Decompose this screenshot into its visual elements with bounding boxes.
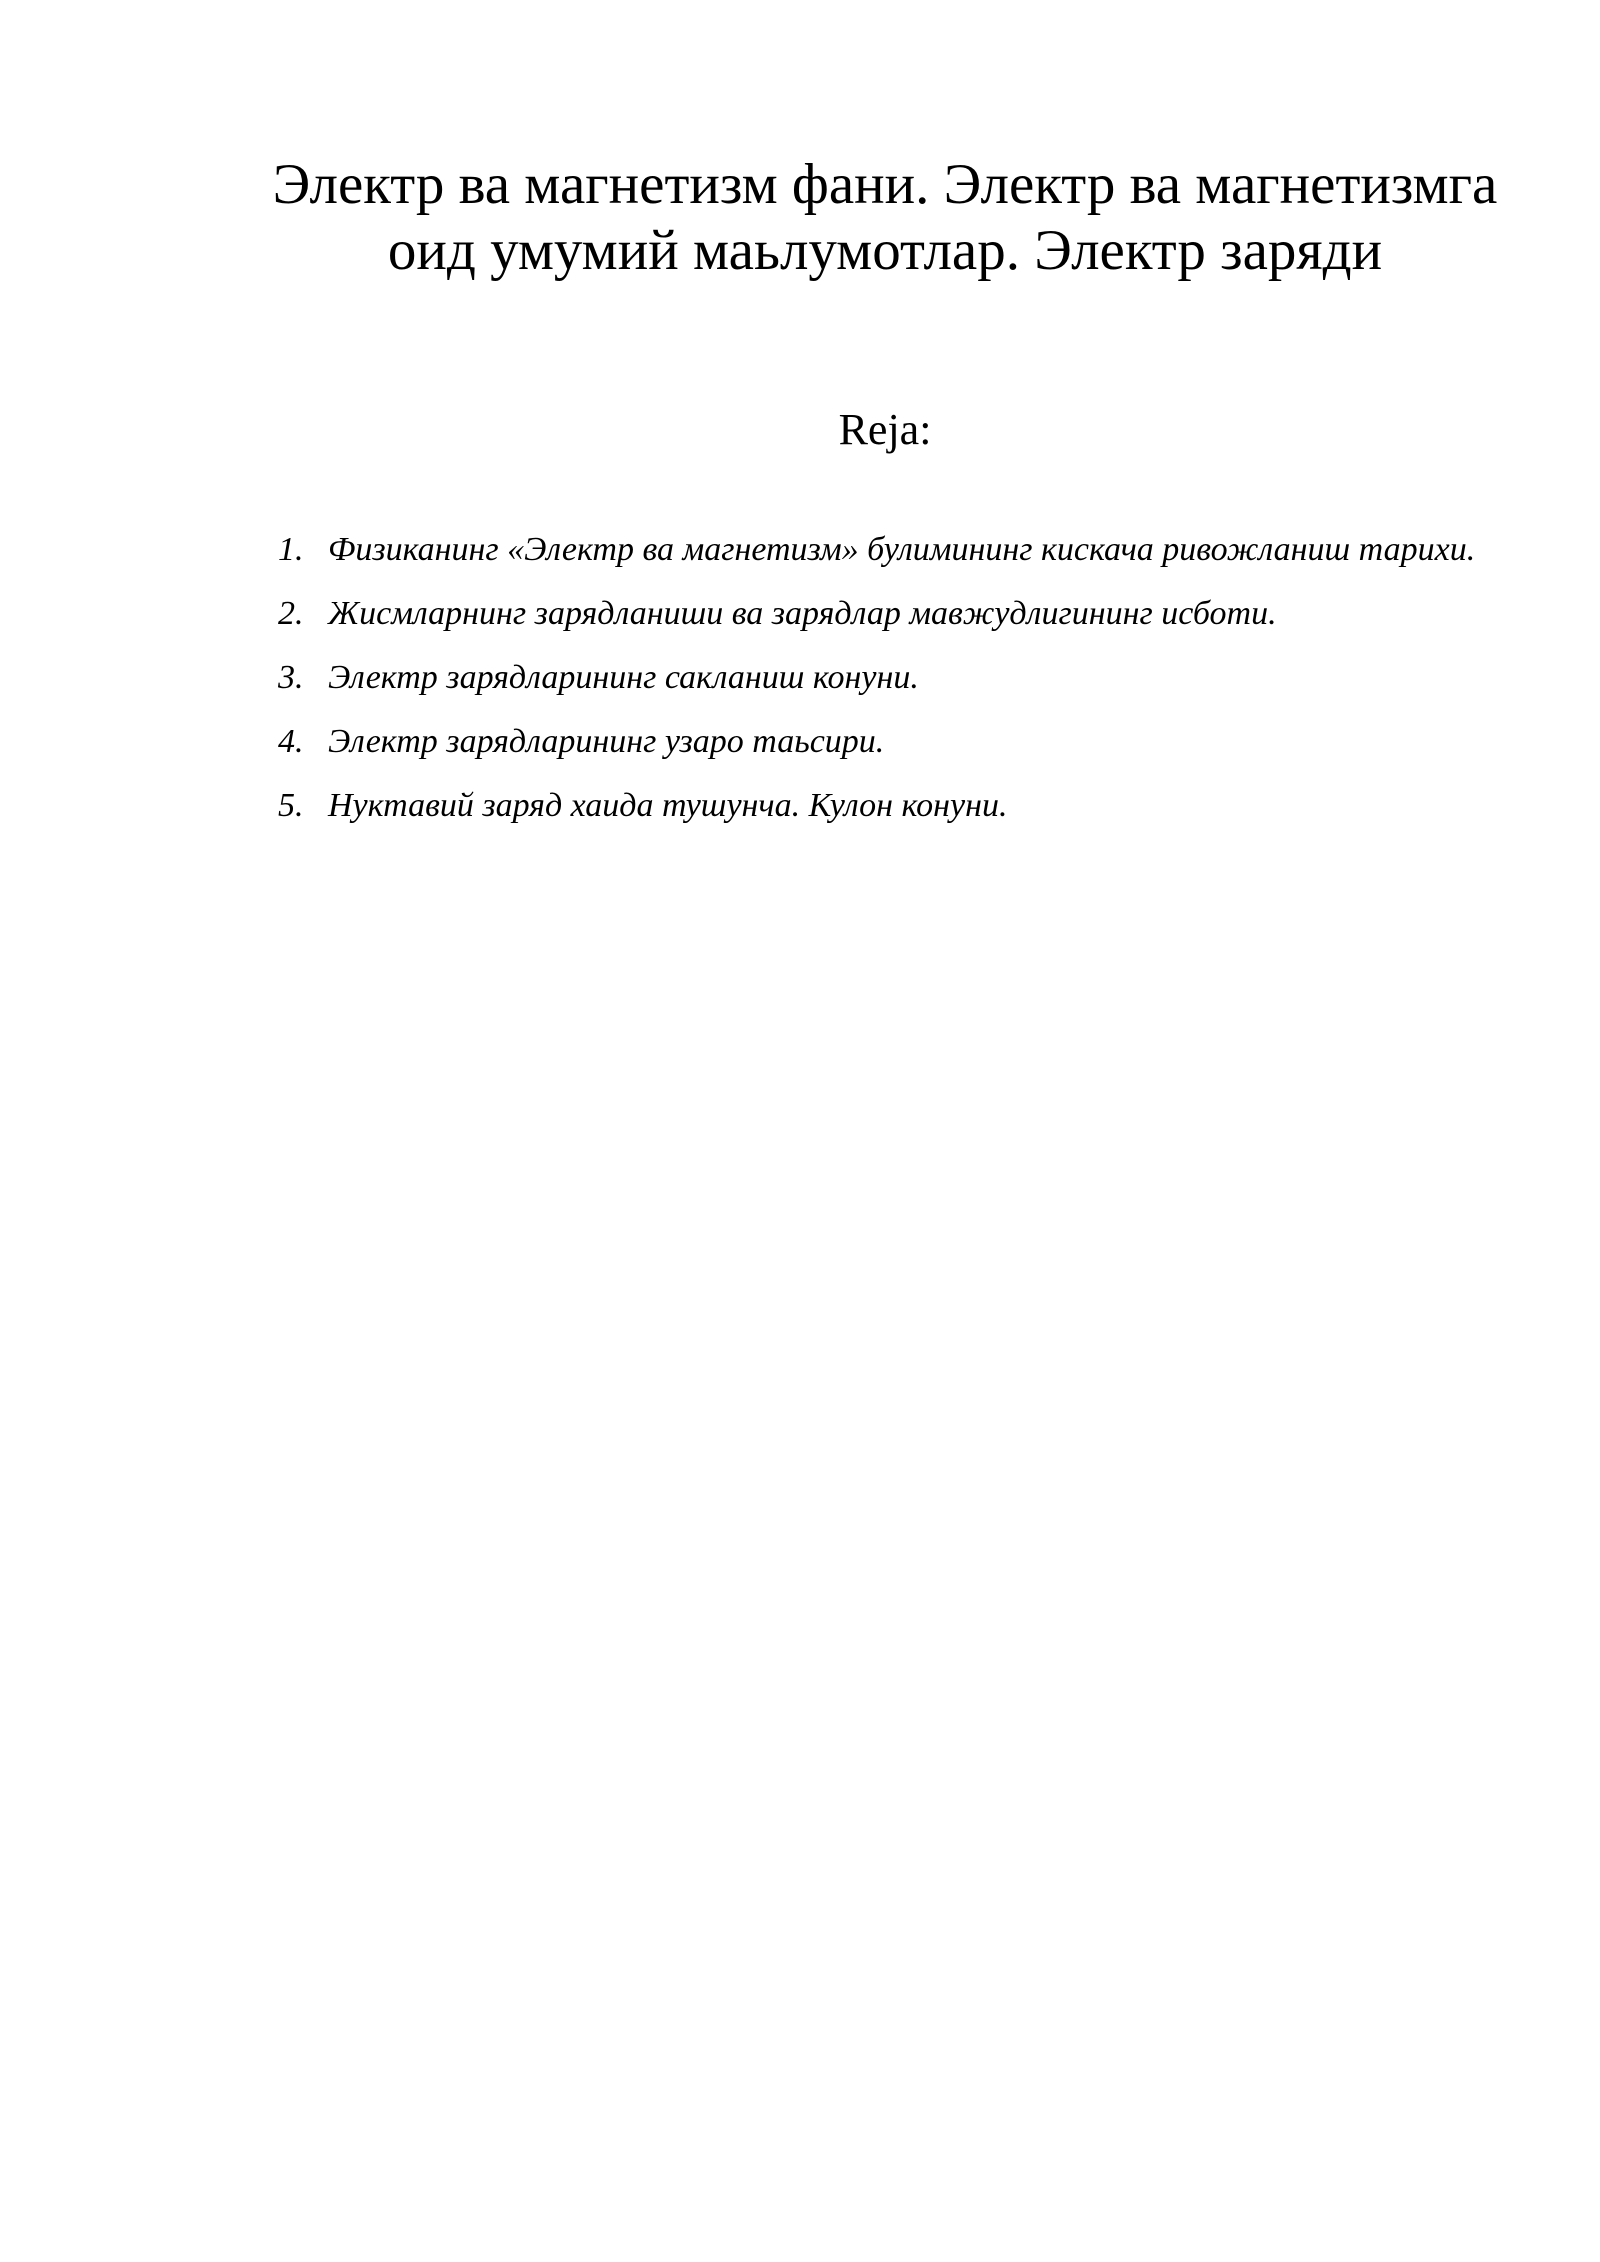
plan-item-number: 4. [278,723,304,760]
plan-list [270,518,1500,838]
plan-item-text: Жисмларнинг зарядланиши ва зарядлар мавжудлигининг исботи. [328,595,1277,632]
plan-item [270,518,1500,582]
plan-item [270,582,1500,646]
plan-heading: Reja: [838,405,932,454]
plan-item-number: 2. [278,595,304,632]
document-title: Электр ва магнетизм фани. Электр ва магнетизмга оид умумий маьлумотлар. Электр заряди [272,153,1498,282]
plan-item [270,774,1500,838]
plan-item-text: Нуктавий заряд хаида тушунча. Кулон конуни. [328,787,1008,824]
plan-item-number: 5. [278,787,304,824]
plan-item-number: 3. [278,659,304,696]
plan-item-number: 1. [278,531,304,568]
plan-item-text: Электр зарядларининг сакланиш конуни. [328,659,919,696]
plan-item-text: Физиканинг «Электр ва магнетизм» булимининг кискача ривожланиш тарихи. [328,531,1476,568]
plan-item-text: Электр зарядларининг узаро таьсири. [328,723,885,760]
plan-item [270,646,1500,710]
plan-item [270,710,1500,774]
